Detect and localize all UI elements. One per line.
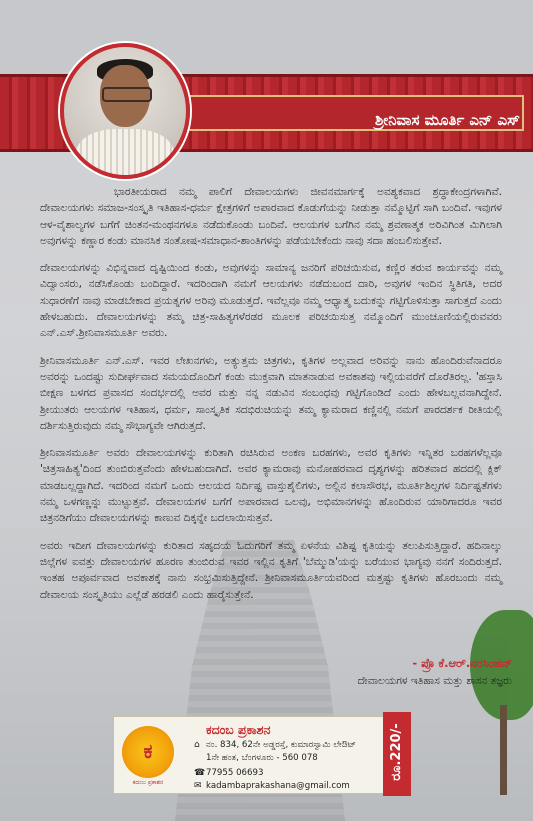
paragraph: ಭಾರತೀಯರಾದ ನಮ್ಮ ಪಾಲಿಗೆ ದೇವಾಲಯಗಳು ಜೀವನಮಾರ್ಗಕ್ಕೆ ಅವಶ್ಯಕವಾದ ಶ್ರದ್ಧಾಕೇಂದ್ರಗಳಾಗಿವೆ. ದೇವಾಲಯಗಳು ಸಮಾಜ-ಸಂಸ್ಕೃತಿ ಇತಿಹಾಸ-ಧರ್ಮ ಕ್ಷೇತ್ರಗಳಿಗೆ ಅಪಾರವಾದ ಕೊಡುಗೆಯನ್ನು ನೀಡುತ್ತಾ ನಮ್ಮೊಟ್ಟಿಗೆ ಸಾಗಿ ಬಂದಿವೆ. ಇವುಗಳ ಆಳ-ವೈಶಾಲ್ಯಗಳ ಬಗೆಗೆ ಚಿಂತನ-ಮಂಥನಗಳೂ ನಡೆದುಕೊಂಡು ಬಂದಿವೆ. ಆಲಯಗಳ ಬಗೆಗಿನ ನಮ್ಮ ಶ್ರವಣಾತ್ಮಕ ಅರಿವಿಗಿಂತ ಮಿಗಿಲಾಗಿ ಅವುಗಳನ್ನು ಕಣ್ಣಾರ ಕಂಡು ಮಾನಸಿಕ ಸಂತೋಷ-ಸಮಾಧಾನ-ಶಾಂತಿಗಳನ್ನು ಪಡೆಯಬೇಕೆಂದು ನಾವು ಸದಾ ಹಂಬಲಿಸುತ್ತೇವೆ. bbox=[40, 186, 502, 247]
tree-illustration bbox=[470, 610, 533, 790]
author-photo bbox=[60, 43, 190, 179]
blurb-text bbox=[40, 184, 502, 614]
publisher-box bbox=[113, 716, 385, 794]
author-name-plate bbox=[180, 95, 524, 131]
paragraph: ದೇವಾಲಯಗಳನ್ನು ವಿಭಿನ್ನವಾದ ದೃಷ್ಟಿಯಿಂದ ಕಂಡು, ಅವುಗಳನ್ನು ಸಾಮಾನ್ಯ ಜನರಿಗೆ ಪರಿಚಯಿಸುವ, ಕಣ್ಣಿರ ತರುವ ಕಾರ್ಯವನ್ನು ನಮ್ಮ ವಿದ್ವಾಂಸರು, ನಡೆಸಿಕೊಂಡು ಬಂದಿದ್ದಾರೆ. ಇದರಿಂದಾಗಿ ನಮಗೆ ಆಲಯಗಳು ನಡೆದುಬಂದ ದಾರಿ, ಅವುಗಳ ಇಂದಿನ ಸ್ಥಿತಿಗತಿ, ಅದರ ಸುಧಾರಣೆಗೆ ನಾವು ಮಾಡಬೇಕಾದ ಪ್ರಯತ್ನಗಳ ಅರಿವು ಮೂಡುತ್ತದೆ. ಇವೆಲ್ಲವೂ ನಮ್ಮ ಆಧ್ಯಾತ್ಮ ಬದುಕನ್ನು ಗಟ್ಟಿಗೊಳಿಸುತ್ತಾ ಸಾಗುತ್ತದೆ ಎಂದು ಹೇಳಬಹುದು. ದೇವಾಲಯಗಳನ್ನು ತಮ್ಮ ಚಿತ್ರ-ಸಾಹಿತ್ಯಗಳೆರಡರ ಮೂಲಕ ಪರಿಚಯಿಸುತ್ತ ನಮ್ಮೊಂದಿಗೆ ಮುಂಚೂಣಿಯಲ್ಲಿರುವವರು ಎನ್.ಎಸ್.ಶ್ರೀನಿವಾಸಮೂರ್ತಿ ಅವರು. bbox=[40, 262, 502, 340]
phone-icon: ☎ bbox=[194, 768, 206, 778]
paragraph: ಶ್ರೀನಿವಾಸಮೂರ್ತಿ ಎನ್.ಎಸ್. ಇವರ ಲೇಖನಗಳು, ಅತ್ಯುತ್ತಮ ಚಿತ್ರಗಳು, ಕೃತಿಗಳ ಅಲ್ಲವಾದ ಅರಿವನ್ನು ನಾನು ಹೊಂದಿರುವೆನಾದರೂ ಅವರನ್ನು ಒಂದಷ್ಟು ಸುದೀರ್ಘವಾದ ಸಮಯದೊಂದಿಗೆ ಕಂಡು ಮುಕ್ತವಾಗಿ ಮಾತನಾಡುವ ಅವಕಾಶವು ಇಲ್ಲಿಯವರೆಗೆ ದೊರೆತಿರಲ್ಲ. 'ಹಸ್ತಾಸಿ ಬೀಕ್ಷಣ ಬಳಗದ ಪ್ರವಾಸದ ಸಂದರ್ಭದಲ್ಲಿ ಅವರ ಮತ್ತು ನನ್ನ ನಡುವಿನ ಸಂಬಂಧವು ಗಟ್ಟಿಗೊಂಡಿದೆ ಎಂದು ಹೇಳಬಲ್ಲವನಾಗಿದ್ದೇನೆ. ಶ್ರೀಯುತರು ಆಲಯಗಳ ಇತಿಹಾಸ, ಧರ್ಮ, ಸಾಂಸ್ಕೃತಿಕ ಸದಭಿರುಚಿಯನ್ನು ತಮ್ಮ ಕ್ಯಾಮರಾದ ಕಣ್ಣಿನಲ್ಲಿ ನಮಗೆ ಪಾರದರ್ಶಕ ರೀತಿಯಲ್ಲಿ ದರ್ಶಿಸುತ್ತಿರುವುದು ನಮ್ಮ ಸೌಭಾಗ್ಯವೇ ಆಗಿರುತ್ತದೆ. bbox=[40, 354, 502, 432]
publisher-email: kadambaprakashana@gmail.com bbox=[206, 781, 350, 791]
logo-letter: ಕ bbox=[143, 739, 153, 763]
publisher-logo bbox=[122, 726, 174, 778]
signature-name: - ಪ್ರೊ ಕೆ.ಆರ್.ನರಸಿಂಹನ್ bbox=[412, 656, 512, 670]
paragraph: ಶ್ರೀನಿವಾಸಮೂರ್ತಿ ಅವರು ದೇವಾಲಯಗಳನ್ನು ಕುರಿತಾಗಿ ರಚಿಸಿರುವ ಅಂಕಣ ಬರಹಗಳು, ಅವರ ಕೃತಿಗಳು ಇನ್ನಿತರ ಬರಹಗಳೆಲ್ಲವೂ 'ಚಿತ್ರಸಾಹಿತ್ಯ'ದಿಂದ ತುಂಬಿರುತ್ತವೆಂದು ಹೇಳಬಹುದಾಗಿದೆ. ಅವರ ಕ್ಯಾಮರಾವು ಮನೋಹರವಾದ ದೃಶ್ಯಗಳನ್ನು ಹರಿತವಾದ ಹದದಲ್ಲಿ ಕ್ಲಿಕ್ ಮಾಡಬಲ್ಲದ್ದಾಗಿದೆ. ಇದರಿಂದ ನಮಗೆ ಒಂದು ಆಲಯದ ನಿರ್ದಿಷ್ಟ ವಾಸ್ತುಶೈಲಿಗಳು, ಅಲ್ಲಿನ ಕಲಾಸೌರಭ, ಮೂರ್ತಿಶಿಲ್ಪಗಳ ನಿರ್ದಿಷ್ಟತೆಗಳು ನಮ್ಮ ಒಳಗಣ್ಣನ್ನು ಮುಟ್ಟುತ್ತವೆ. ದೇವಾಲಯಗಳ ಬಗೆಗೆ ಅಪಾರವಾದ ಒಲವು, ಅಭಿಮಾನಗಳನ್ನು ಹೊಂದಿರುವ ಯಾರಿಗಾದರೂ ಇವರ ಚಿತ್ರನಡಿಗೆಯು ದೇವಾಲಯಗಳನ್ನು ಕಾಣುವ ದಿಕ್ಕನ್ನೇ ಬದಲಾಯಿಸುತ್ತವೆ. bbox=[40, 447, 503, 525]
location-icon: ⌂ bbox=[194, 740, 200, 750]
email-icon: ✉ bbox=[194, 781, 202, 791]
logo-caption: ಕದಂಬ ಪ್ರಕಾಶನ bbox=[132, 779, 164, 786]
author-glasses bbox=[102, 87, 152, 102]
publisher-name: ಕದಂಬ ಪ್ರಕಾಶನ bbox=[206, 722, 271, 737]
author-name: ಶ್ರೀನಿವಾಸ ಮೂರ್ತಿ ಎನ್ ಎಸ್ bbox=[375, 111, 520, 129]
price-label: ರೂ.220/- bbox=[389, 723, 404, 781]
publisher-address-line2: 1ನೇ ಹಂತ, ಬೆಂಗಳೂರು - 560 078 bbox=[206, 753, 318, 763]
publisher-address-line1: ನಂ. 834, 62ನೇ ಅಡ್ಡರಸ್ತೆ, ಕುಮಾರಸ್ವಾಮಿ ಲೇಔಟ್ bbox=[206, 740, 357, 750]
signature-block bbox=[282, 656, 512, 688]
author-shirt bbox=[76, 129, 174, 179]
publisher-phone: 77955 06693 bbox=[206, 768, 264, 778]
tree-trunk bbox=[500, 705, 507, 795]
signature-title: ದೇವಾಲಯಗಳ ಇತಿಹಾಸ ಮತ್ತು ಶಾಸನ ತಜ್ಞರು bbox=[357, 675, 512, 687]
paragraph: ಅವರು ಇದೀಗ ದೇವಾಲಯಗಳನ್ನು ಕುರಿತಾದ ಸಹೃದಯ ಓದುಗರಿಗೆ ತಮ್ಮ ಏಳನೆಯ ವಿಶಿಷ್ಟ ಕೃತಿಯನ್ನು ತಲುಪಿಸುತ್ತಿದ್ದಾರೆ. ಹದಿನಾಲ್ಕು ಜಿಲ್ಲೆಗಳ ಐವತ್ತು ದೇವಾಲಯಗಳ ಹೂರಣ ತುಂಬಿರುವ ಇವರ ಇಲ್ಲಿನ ಕೃತಿಗೆ 'ಬೆಮ್ಮುಡಿ'ಯನ್ನು ಬರೆಯುವ ಭಾಗ್ಯವು ನನಗೆ ಸಂದಿರುತ್ತದೆ. ಇಂತಹ ಅಪೂರ್ವವಾದ ಅವಕಾಶಕ್ಕೆ ನಾನು ಸಂಭ್ರಮಿಸುತ್ತಿದ್ದೇನೆ. ಶ್ರೀನಿವಾಸಮೂರ್ತಿಯವರಿಂದ ಮತ್ತಷ್ಟು ಕೃತಿಗಳು ಹೊರಬಂದು ನಮ್ಮ ದೇವಾಲಯ ಸಂಸ್ಕೃತಿಯು ಎಲ್ಲೆಡೆ ಹರಡಲಿ ಎಂದು ಹಾರೈಸುತ್ತೇನೆ. bbox=[40, 539, 502, 601]
